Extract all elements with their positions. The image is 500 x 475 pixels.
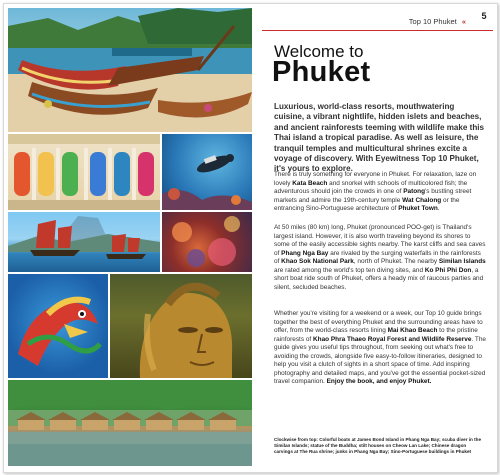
place-mai-khao-beach: Mai Khao Beach [387, 327, 438, 335]
photo-scuba-diver [162, 134, 252, 210]
place-khao-phra-thaeo: Khao Phra Thaeo Royal Forest and Wildlife Reserve [313, 335, 472, 343]
run: or the entrancing Sino-Portuguese architecture of [274, 196, 460, 213]
run: are rated among the world's top ten diving sites, and [274, 266, 425, 274]
place-phang-nga-bay: Phang Nga Bay [281, 249, 329, 257]
run: , north of Phuket. The nearby [353, 258, 439, 266]
body-paragraph-1 [274, 171, 486, 214]
place-similan-islands: Similan Islands [438, 258, 486, 266]
photo-junks-in-bay [8, 212, 160, 272]
place-phuket-town: Phuket Town [398, 205, 438, 213]
running-head [409, 17, 469, 26]
run: . [437, 205, 440, 213]
run: to the pristine rainforests of [274, 327, 478, 343]
photo-buddha-statue [110, 274, 252, 378]
photo-caption [274, 437, 486, 455]
title-phuket: Phuket [272, 56, 371, 88]
run: , a short boat ride south of Phuket, offers a heady mix of raucous parties and silent, secluded beaches. [274, 266, 484, 291]
photo-sino-portuguese-buildings [8, 134, 160, 210]
photo-dragon-carving [8, 274, 108, 378]
caption-lead: Clockwise from top: [274, 437, 320, 442]
photo-longtail-boats [8, 8, 252, 132]
run: and snorkel with schools of multicolored fish; the adventurous should join the crowds in one of [274, 179, 468, 196]
body-paragraph-2 [274, 224, 486, 292]
photo-coral-reef [162, 212, 252, 272]
running-head-title: Top 10 Phuket [408, 17, 457, 26]
run: are rivaled by the surging waterfalls in the rainforests of [274, 249, 481, 266]
place-patong: Patong [403, 188, 426, 196]
title-welcome: Welcome to [274, 42, 364, 61]
header-rule [262, 30, 493, 31]
run: There is truly something for everyone in Phuket. For relaxation, laze on lovely [274, 171, 477, 187]
body-paragraph-3 [274, 310, 486, 387]
run: At 50 miles (80 km) long, Phuket (pronounced POO-get) is Thailand's largest island. However, it is also worth traveling beyond its shores to some of the easily accessible sights nearby. The karst cliffs and sea caves of [274, 224, 486, 257]
intro-paragraph: Luxurious, world-class resorts, mouthwatering cuisine, a vibrant nightlife, hidden islets and beaches, and ancient rainforests teeming with wildlife make this Thai island a tropical paradise. As well as leisure, the tranquil temples and multicultural shrines excite a voyage of discovery. With Eyewitness Top 10 Phuket, it's yours to explore. [274, 102, 485, 174]
caption-text: Colorful boats at James Bond Island in Phang Nga Bay; scuba diver in the Similan Islands; statue of the Buddha; stilt houses on Cheow Lan Lake; Chinese dragon carvings at The Rua shrine; junks in Phang Nga Bay; Sino-Portuguese buildings in Phuket [274, 437, 482, 454]
place-ko-phi-phi-don: Ko Phi Phi Don [424, 266, 472, 274]
run: 's bustling street markets and admire the 19th-century temple [274, 188, 472, 204]
page-number: 5 [475, 7, 493, 25]
photo-stilt-houses-lake [8, 380, 252, 466]
run: Whether you're visiting for a weekend or a week, our Top 10 guide brings together the best of everything Phuket and the surrounding areas have to offer, from the world-class resorts lining [274, 310, 483, 335]
place-wat-chalong: Wat Chalong [402, 196, 442, 204]
closing-line: Enjoy the book, and enjoy Phuket. [326, 378, 432, 386]
place-kata-beach: Kata Beach [292, 179, 328, 187]
photo-collage [8, 8, 252, 466]
place-khao-sok: Khao Sok National Park [281, 258, 354, 266]
run: . The guide gives you useful tips throughout, from seeking out what's free to avoiding the crowds, alongside five easy-to-follow itineraries, designed to help you visit a clutch of sights in a short space of time. Add inspiring photography and detailed maps, and you've got the essential pocket-sized travel companion. [274, 335, 486, 386]
book-page [3, 3, 498, 473]
running-head-separator: « [461, 17, 466, 26]
